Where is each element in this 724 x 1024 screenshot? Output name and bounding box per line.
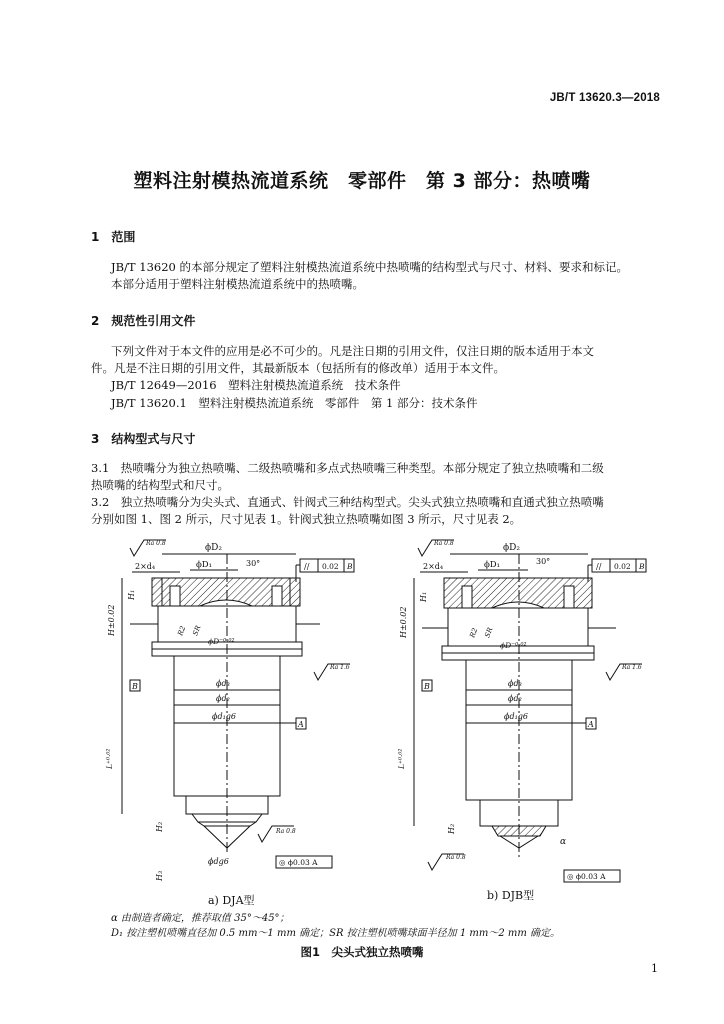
svg-text:B: B <box>639 562 645 571</box>
svg-text:B: B <box>424 682 430 691</box>
caption-djb: b) DJB型 <box>487 889 535 902</box>
svg-text:Ra 1.6: Ra 1.6 <box>622 664 642 671</box>
svg-text:◎ ϕ0.03 A: ◎ ϕ0.03 A <box>567 872 606 881</box>
svg-text:ϕD₁: ϕD₁ <box>484 560 501 570</box>
document-number: JB/T 13620.3—2018 <box>549 92 660 104</box>
dim-dg6: ϕdg6 <box>208 857 229 866</box>
paragraph-line: 3.2 独立热喷嘴分为尖头式、直通式、针阀式三种结构型式。尖头式独立热喷嘴和直通式独立热喷嘴 <box>91 495 604 509</box>
nozzle-drawing <box>100 534 645 894</box>
paragraph-line: JB/T 13620 的本部分规定了塑料注射模热流道系统中热喷嘴的结构型式与尺寸、材料、要求和标记。 <box>111 260 628 274</box>
svg-text:0.02: 0.02 <box>614 562 631 571</box>
svg-text:30°: 30° <box>536 557 551 566</box>
section-heading-references: 2 规范性引用文件 <box>91 314 196 328</box>
svg-text:H₂: H₂ <box>447 823 456 834</box>
dim-2xd4: 2×d₄ <box>135 562 156 571</box>
svg-text:ϕd₁g6: ϕd₁g6 <box>504 712 528 721</box>
paragraph-line: 下列文件对于本文件的应用是必不可少的。凡是注日期的引用文件，仅注日期的版本适用于本文 <box>111 344 594 358</box>
paragraph-line: 分别如图 1、图 2 所示，尺寸见表 1。针阀式独立热喷嘴如图 3 所示，尺寸见表 2。 <box>91 512 522 526</box>
dim-H3: H₃ <box>155 870 164 881</box>
svg-text:Ra 0.8: Ra 0.8 <box>276 828 296 835</box>
section-heading-scope: 1 范围 <box>91 230 136 244</box>
svg-text:H₁: H₁ <box>419 591 428 602</box>
svg-text:SR: SR <box>483 626 495 639</box>
dim-H1: H₁ <box>127 589 136 600</box>
section-heading-structure: 3 结构型式与尺寸 <box>91 432 196 446</box>
dim-d3: ϕd₃ <box>216 679 230 688</box>
caption-dja: a) DJA型 <box>208 894 255 907</box>
dim-H: H±0.02 <box>107 604 116 636</box>
svg-text:Ra 1.6: Ra 1.6 <box>330 664 350 671</box>
svg-text://: // <box>304 562 310 571</box>
svg-text:ϕD⁻⁰·⁰²: ϕD⁻⁰·⁰² <box>500 641 527 650</box>
svg-text:0.02: 0.02 <box>322 562 339 571</box>
drawing-dja <box>105 540 354 882</box>
svg-text:ϕd₃: ϕd₃ <box>508 679 522 688</box>
dim-d1: ϕd₁g6 <box>212 712 236 721</box>
dim-phiD2: ϕD₂ <box>205 543 222 553</box>
svg-text:R2: R2 <box>468 626 480 639</box>
svg-text:B: B <box>347 562 353 571</box>
svg-text:ϕD₂: ϕD₂ <box>503 543 520 553</box>
svg-text:L⁺⁰·⁰²: L⁺⁰·⁰² <box>397 748 406 769</box>
angle-30: 30° <box>246 559 261 568</box>
dim-R2: R2 <box>176 624 188 637</box>
svg-text:Ra 0.8: Ra 0.8 <box>446 854 466 861</box>
paragraph-line: 本部分适用于塑料注射模热流道系统中的热喷嘴。 <box>111 277 364 291</box>
concentricity-tolerance: ◎ ϕ0.03 A <box>279 858 318 867</box>
dim-SR: SR <box>191 624 203 637</box>
svg-text:H±0.02: H±0.02 <box>399 606 408 638</box>
angle-alpha: α <box>560 837 567 847</box>
svg-text:ϕd₂: ϕd₂ <box>508 694 522 703</box>
datum-B: B <box>132 682 138 691</box>
drawing-djb <box>397 540 646 882</box>
paragraph-line: 热喷嘴的结构型式和尺寸。 <box>91 478 229 492</box>
svg-text:Ra 0.8: Ra 0.8 <box>434 540 454 547</box>
dim-phiD1: ϕD₁ <box>196 560 213 570</box>
paragraph-line: 3.1 热喷嘴分为独立热喷嘴、二级热喷嘴和多点式热喷嘴三种类型。本部分规定了独立热喷嘴和二级 <box>91 461 604 475</box>
figure-title: 图1 尖头式独立热喷嘴 <box>300 945 424 959</box>
dim-L: L⁺⁰·⁰² <box>105 748 114 769</box>
datum-A: A <box>298 720 304 729</box>
paragraph-line: 件。凡是不注日期的引用文件，其最新版本（包括所有的修改单）适用于本文件。 <box>91 361 505 375</box>
dim-d2: ϕd₂ <box>216 694 230 703</box>
dim-H2: H₂ <box>155 821 164 832</box>
svg-text://: // <box>596 562 602 571</box>
reference-item: JB/T 12649—2016 塑料注射模热流道系统 技术条件 <box>111 378 401 392</box>
page-number: 1 <box>651 962 658 975</box>
figure-note: α 由制造者确定，推荐取值 35°～45°； <box>111 913 290 924</box>
dim-phiD: ϕD⁻⁰·⁰² <box>208 637 235 646</box>
page-title: 塑料注射模热流道系统 零部件 第 3 部分：热喷嘴 <box>133 170 591 192</box>
svg-text:2×d₄: 2×d₄ <box>423 562 444 571</box>
ra-label: Ra 0.8 <box>146 540 166 547</box>
svg-text:A: A <box>588 720 594 729</box>
figure-note: D₁ 按注塑机喷嘴直径加 0.5 mm～1 mm 确定；SR 按注塑机喷嘴球面半径加 1 mm～2 mm 确定。 <box>111 928 561 939</box>
reference-item: JB/T 13620.1 塑料注射模热流道系统 零部件 第 1 部分：技术条件 <box>111 396 478 410</box>
